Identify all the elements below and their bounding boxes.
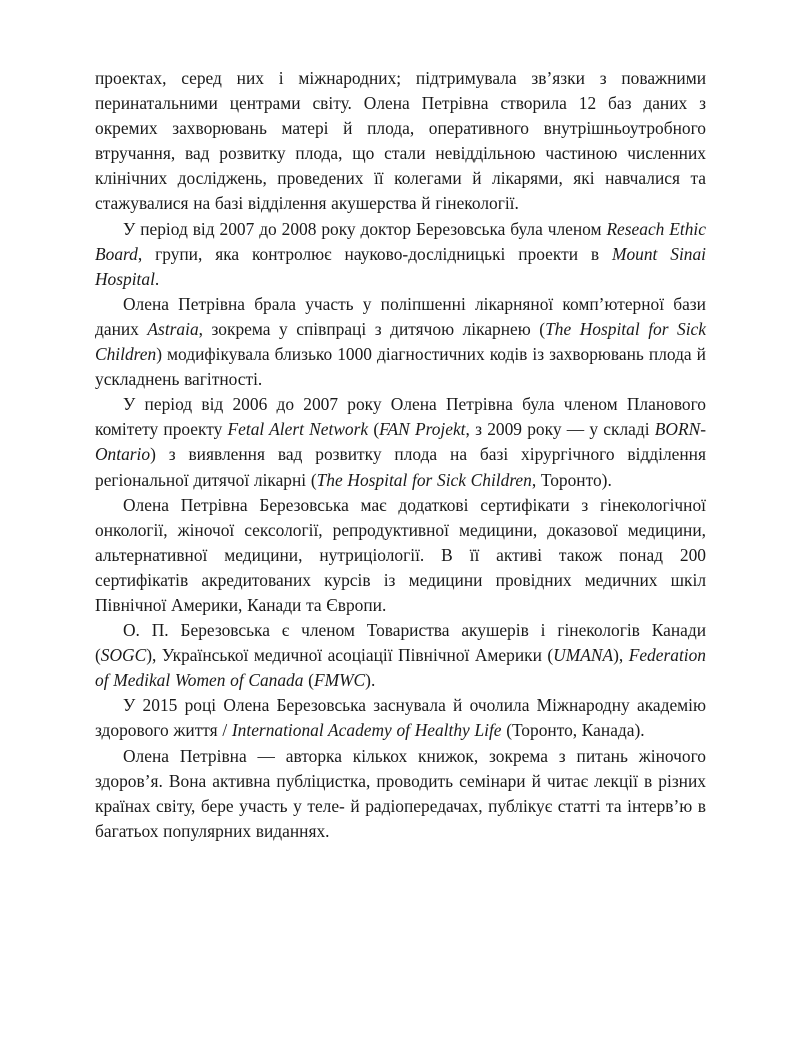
text-run: , групи, яка контролює науково-дослідницькі проекти в xyxy=(137,243,612,264)
italic-run: Mount Sinai Hospital xyxy=(95,243,706,289)
paragraph-8: Олена Петрівна — авторка кількох книжок, зокрема з питань жіночого здоров’я. Вона активна публіцистка, проводить семінари й читає лекції в різних країнах світу, бере участь у теле- й радіопередачах, публікує статті та інтерв’ю в багатьох популярних виданнях. xyxy=(95,745,706,841)
text-run: У 2015 році Олена Березовська заснувала й очолила Міжнародну академію здорового життя / xyxy=(95,695,706,741)
text-run: , з 2009 року — у складі xyxy=(465,419,655,440)
text-run: , Торонто). xyxy=(531,469,612,490)
text-run: Олена Петрівна брала участь у поліпшенні лікарняної комп’ютерної бази даних xyxy=(95,293,706,339)
text-run: У період від 2007 до 2008 року доктор Березовська була членом xyxy=(123,218,607,239)
italic-run: FMWC xyxy=(313,670,366,691)
italic-run: Federation of Medikal Women of Canada xyxy=(95,645,706,691)
paragraph-6 xyxy=(95,618,706,693)
paragraph-3 xyxy=(95,292,706,392)
text-run: ( xyxy=(368,419,380,440)
italic-run: BORN-Ontario xyxy=(95,419,706,465)
italic-run: Reseach Ethic Board xyxy=(95,218,706,264)
italic-run: Fetal Alert Network xyxy=(227,419,369,440)
text-run: , зокрема у співпраці з дитячою лікарнею ( xyxy=(198,318,546,339)
text-run: У період від 2006 до 2007 року Олена Петрівна була членом Планового комітету проекту xyxy=(95,394,706,440)
text-run: . xyxy=(154,268,160,289)
italic-run: The Hospital for Sick Children xyxy=(95,318,706,365)
paragraph-7 xyxy=(95,693,706,743)
text-run: ), Української медичної асоціації Північної Америки ( xyxy=(146,645,554,666)
text-run: ) з виявлення вад розвитку плода на базі хірургічного відділення регіональної дитячої лікарні ( xyxy=(95,444,706,490)
text-run: ) модифікувала близько 1000 діагностичних кодів із захворювань плода й ускладнень вагітності. xyxy=(95,344,706,390)
paragraph-5: Олена Петрівна Березовська має додаткові сертифікати з гінекологічної онкології, жіночої сексології, репродуктивної медицини, доказової медицини, альтернативної медицини, нутриціології. В її активі також понад 200 сертифікатів акредитованих курсів із медицини провідних медичних шкіл Північної Америки, Канади та Європи. xyxy=(95,494,706,615)
text-run: (Торонто, Канада). xyxy=(501,720,645,741)
text-run: ( xyxy=(303,670,314,691)
italic-run: International Academy of Healthy Life xyxy=(231,720,502,741)
italic-run: SOGC xyxy=(100,645,147,666)
body-text-block xyxy=(95,66,706,844)
text-run: ). xyxy=(365,670,376,691)
text-run: О. П. Березовська є членом Товариства акушерів і гінекологів Канади ( xyxy=(95,620,706,666)
italic-run: FAN Projekt xyxy=(379,419,466,440)
paragraph-4 xyxy=(95,392,706,492)
italic-run: Astraia xyxy=(147,318,199,339)
paragraph-2 xyxy=(95,217,706,292)
italic-run: UMANA xyxy=(553,645,614,666)
paragraph-1: проектах, серед них і міжнародних; підтримувала зв’язки з поважними перинатальними центрами світу. Олена Петрівна створила 12 баз даних з окремих захворювань матері й плода, оперативного внутрішньоутробного втручання, вад розвитку плода, що стали невіддільною частиною численних клінічних досліджень, проведених її колегами й лікарями, які навчалися та стажувалися на базі відділення акушерства й гінекології. xyxy=(95,68,706,214)
italic-run: The Hospital for Sick Children xyxy=(316,469,532,490)
text-run: ), xyxy=(613,645,629,666)
